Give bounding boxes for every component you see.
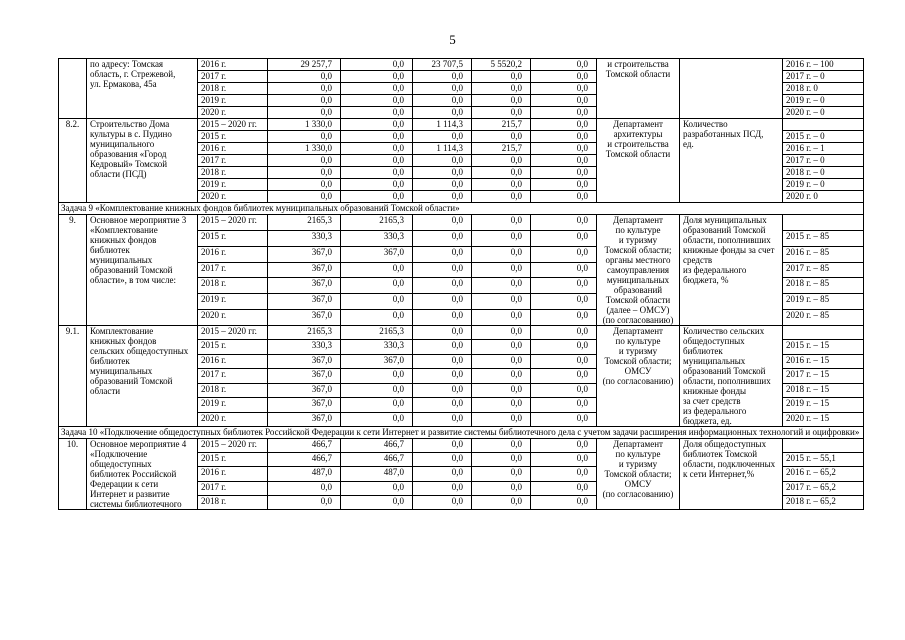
item-name: Основное мероприятие 3 «Комплектование книжных фондов библиотек муниципальных образований Томской области», в том числе: bbox=[87, 215, 198, 326]
indicator-cell: Доля общедоступных библиотек Томской области, подключенных к сети Интернет,% bbox=[680, 439, 783, 510]
total-cell: 367,0 bbox=[268, 246, 341, 262]
item-name: по адресу: Томская область, г. Стрежевой, ул. Ермакова, 45а bbox=[87, 59, 198, 119]
period-cell: 2019 г. bbox=[198, 398, 268, 412]
extrabudget-cell: 0,0 bbox=[531, 191, 597, 203]
period-cell: 2020 г. bbox=[198, 107, 268, 119]
federal-cell: 367,0 bbox=[341, 354, 413, 368]
regional-cell: 0,0 bbox=[413, 83, 472, 95]
federal-cell: 466,7 bbox=[341, 453, 413, 467]
period-cell: 2016 г. bbox=[198, 143, 268, 155]
total-cell: 367,0 bbox=[268, 310, 341, 326]
regional-cell: 0,0 bbox=[413, 95, 472, 107]
total-cell: 367,0 bbox=[268, 278, 341, 294]
regional-cell: 0,0 bbox=[413, 246, 472, 262]
period-cell: 2015 г. bbox=[198, 230, 268, 246]
target-value-cell: 2017 г. – 65,2 bbox=[783, 481, 864, 495]
target-value-cell: 2018 г. – 85 bbox=[783, 278, 864, 294]
local-cell: 5 5520,2 bbox=[472, 59, 531, 71]
period-cell: 2017 г. bbox=[198, 71, 268, 83]
local-cell: 0,0 bbox=[472, 107, 531, 119]
total-cell: 0,0 bbox=[268, 71, 341, 83]
local-cell: 0,0 bbox=[472, 262, 531, 278]
target-value-cell: 2019 г. – 85 bbox=[783, 294, 864, 310]
extrabudget-cell: 0,0 bbox=[531, 230, 597, 246]
item-name: Основное мероприятие 4 «Подключение общедоступных библиотек Российской Федерации к сети Интернет и развитие системы библиотечного bbox=[87, 439, 198, 510]
page-number: 5 bbox=[449, 32, 456, 47]
total-cell: 29 257,7 bbox=[268, 59, 341, 71]
extrabudget-cell: 0,0 bbox=[531, 294, 597, 310]
indicator-cell: Количество сельских общедоступных библиотек муниципальных образований Томской области, пополнивших книжные фонды за счет средств из федерального бюджета, ед. bbox=[680, 326, 783, 427]
local-cell: 0,0 bbox=[472, 453, 531, 467]
local-cell: 0,0 bbox=[472, 83, 531, 95]
federal-cell: 466,7 bbox=[341, 439, 413, 453]
total-cell: 466,7 bbox=[268, 439, 341, 453]
local-cell: 0,0 bbox=[472, 246, 531, 262]
extrabudget-cell: 0,0 bbox=[531, 83, 597, 95]
federal-cell: 0,0 bbox=[341, 95, 413, 107]
target-value-cell: 2020 г. – 85 bbox=[783, 310, 864, 326]
federal-cell: 0,0 bbox=[341, 131, 413, 143]
total-cell: 0,0 bbox=[268, 191, 341, 203]
federal-cell: 0,0 bbox=[341, 71, 413, 83]
regional-cell: 0,0 bbox=[413, 467, 472, 481]
executor-cell: Департамент по культуре и туризму Томской области; органы местного самоуправления муниципальных образований Томской области (далее – ОМСУ) (по согласованию) bbox=[597, 215, 680, 326]
federal-cell: 0,0 bbox=[341, 83, 413, 95]
regional-cell: 0,0 bbox=[413, 340, 472, 354]
regional-cell: 0,0 bbox=[413, 383, 472, 397]
target-value-cell: 2017 г. – 15 bbox=[783, 369, 864, 383]
period-cell: 2018 г. bbox=[198, 167, 268, 179]
target-value-cell: 2020 г. – 0 bbox=[783, 107, 864, 119]
indicator-cell: Количество разработанных ПСД, ед. bbox=[680, 119, 783, 203]
target-value-cell: 2016 г. – 15 bbox=[783, 354, 864, 368]
target-value-cell: 2017 г. – 0 bbox=[783, 155, 864, 167]
regional-cell: 0,0 bbox=[413, 278, 472, 294]
period-cell: 2017 г. bbox=[198, 155, 268, 167]
extrabudget-cell: 0,0 bbox=[531, 412, 597, 426]
local-cell: 0,0 bbox=[472, 215, 531, 231]
program-table bbox=[58, 58, 864, 510]
local-cell: 215,7 bbox=[472, 119, 531, 131]
federal-cell: 0,0 bbox=[341, 119, 413, 131]
item-name: Комплектование книжных фондов сельских общедоступных библиотек муниципальных образований Томской области bbox=[87, 326, 198, 427]
table-row bbox=[59, 59, 864, 71]
target-value-cell: 2020 г. – 15 bbox=[783, 412, 864, 426]
target-value-cell: 2019 г. – 0 bbox=[783, 95, 864, 107]
local-cell: 0,0 bbox=[472, 167, 531, 179]
federal-cell: 0,0 bbox=[341, 278, 413, 294]
period-cell: 2015 – 2020 гг. bbox=[198, 439, 268, 453]
target-value-cell: 2018 г. – 15 bbox=[783, 383, 864, 397]
target-value-cell: 2016 г. – 1 bbox=[783, 143, 864, 155]
total-cell: 367,0 bbox=[268, 294, 341, 310]
item-number: 10. bbox=[59, 439, 87, 510]
target-value-cell: 2015 г. – 0 bbox=[783, 131, 864, 143]
target-value-cell: 2015 г. – 85 bbox=[783, 230, 864, 246]
regional-cell: 0,0 bbox=[413, 71, 472, 83]
target-value-cell: 2018 г. 0 bbox=[783, 83, 864, 95]
federal-cell: 0,0 bbox=[341, 107, 413, 119]
extrabudget-cell: 0,0 bbox=[531, 326, 597, 340]
extrabudget-cell: 0,0 bbox=[531, 131, 597, 143]
period-cell: 2016 г. bbox=[198, 354, 268, 368]
target-value-cell: 2015 г. – 55,1 bbox=[783, 453, 864, 467]
regional-cell: 0,0 bbox=[413, 326, 472, 340]
period-cell: 2015 г. bbox=[198, 340, 268, 354]
target-value-cell: 2018 г. – 65,2 bbox=[783, 495, 864, 509]
task-row bbox=[59, 203, 864, 215]
total-cell: 0,0 bbox=[268, 155, 341, 167]
total-cell: 1 330,0 bbox=[268, 119, 341, 131]
regional-cell: 1 114,3 bbox=[413, 119, 472, 131]
total-cell: 330,3 bbox=[268, 340, 341, 354]
total-cell: 0,0 bbox=[268, 495, 341, 509]
total-cell: 367,0 bbox=[268, 369, 341, 383]
extrabudget-cell: 0,0 bbox=[531, 495, 597, 509]
federal-cell: 0,0 bbox=[341, 191, 413, 203]
period-cell: 2019 г. bbox=[198, 95, 268, 107]
local-cell: 0,0 bbox=[472, 179, 531, 191]
federal-cell: 367,0 bbox=[341, 246, 413, 262]
total-cell: 2165,3 bbox=[268, 215, 341, 231]
period-cell: 2015 – 2020 гг. bbox=[198, 326, 268, 340]
period-cell: 2020 г. bbox=[198, 412, 268, 426]
total-cell: 367,0 bbox=[268, 412, 341, 426]
target-value-cell bbox=[783, 215, 864, 231]
federal-cell: 487,0 bbox=[341, 467, 413, 481]
extrabudget-cell: 0,0 bbox=[531, 453, 597, 467]
target-value-cell: 2016 г. – 65,2 bbox=[783, 467, 864, 481]
federal-cell: 0,0 bbox=[341, 412, 413, 426]
executor-cell: и строительства Томской области bbox=[597, 59, 680, 119]
table-row bbox=[59, 326, 864, 340]
item-number bbox=[59, 59, 87, 119]
regional-cell: 0,0 bbox=[413, 107, 472, 119]
local-cell: 0,0 bbox=[472, 310, 531, 326]
federal-cell: 2165,3 bbox=[341, 215, 413, 231]
local-cell: 0,0 bbox=[472, 439, 531, 453]
total-cell: 0,0 bbox=[268, 179, 341, 191]
federal-cell: 0,0 bbox=[341, 369, 413, 383]
regional-cell: 0,0 bbox=[413, 262, 472, 278]
executor-cell: Департамент по культуре и туризму Томской области; ОМСУ (по согласованию) bbox=[597, 326, 680, 427]
local-cell: 0,0 bbox=[472, 155, 531, 167]
target-value-cell bbox=[783, 119, 864, 131]
executor-cell: Департамент по культуре и туризму Томской области; ОМСУ (по согласованию) bbox=[597, 439, 680, 510]
item-number: 9.1. bbox=[59, 326, 87, 427]
regional-cell: 0,0 bbox=[413, 453, 472, 467]
period-cell: 2017 г. bbox=[198, 369, 268, 383]
item-number: 9. bbox=[59, 215, 87, 326]
federal-cell: 0,0 bbox=[341, 59, 413, 71]
extrabudget-cell: 0,0 bbox=[531, 246, 597, 262]
federal-cell: 0,0 bbox=[341, 167, 413, 179]
extrabudget-cell: 0,0 bbox=[531, 107, 597, 119]
regional-cell: 0,0 bbox=[413, 439, 472, 453]
total-cell: 330,3 bbox=[268, 230, 341, 246]
local-cell: 0,0 bbox=[472, 481, 531, 495]
federal-cell: 0,0 bbox=[341, 383, 413, 397]
local-cell: 0,0 bbox=[472, 398, 531, 412]
total-cell: 0,0 bbox=[268, 107, 341, 119]
target-value-cell: 2017 г. – 85 bbox=[783, 262, 864, 278]
item-name: Строительство Дома культуры в с. Пудино муниципального образования «Город Кедровый» Томской области (ПСД) bbox=[87, 119, 198, 203]
extrabudget-cell: 0,0 bbox=[531, 467, 597, 481]
regional-cell: 0,0 bbox=[413, 167, 472, 179]
federal-cell: 0,0 bbox=[341, 481, 413, 495]
total-cell: 0,0 bbox=[268, 131, 341, 143]
local-cell: 0,0 bbox=[472, 71, 531, 83]
period-cell: 2018 г. bbox=[198, 278, 268, 294]
regional-cell: 0,0 bbox=[413, 294, 472, 310]
regional-cell: 0,0 bbox=[413, 155, 472, 167]
extrabudget-cell: 0,0 bbox=[531, 143, 597, 155]
local-cell: 0,0 bbox=[472, 95, 531, 107]
local-cell: 0,0 bbox=[472, 294, 531, 310]
local-cell: 0,0 bbox=[472, 340, 531, 354]
period-cell: 2015 – 2020 гг. bbox=[198, 119, 268, 131]
total-cell: 367,0 bbox=[268, 398, 341, 412]
local-cell: 0,0 bbox=[472, 495, 531, 509]
period-cell: 2017 г. bbox=[198, 262, 268, 278]
target-value-cell: 2020 г. 0 bbox=[783, 191, 864, 203]
federal-cell: 0,0 bbox=[341, 155, 413, 167]
federal-cell: 330,3 bbox=[341, 230, 413, 246]
local-cell: 0,0 bbox=[472, 369, 531, 383]
table-row bbox=[59, 119, 864, 131]
federal-cell: 330,3 bbox=[341, 340, 413, 354]
extrabudget-cell: 0,0 bbox=[531, 155, 597, 167]
period-cell: 2015 г. bbox=[198, 453, 268, 467]
extrabudget-cell: 0,0 bbox=[531, 167, 597, 179]
extrabudget-cell: 0,0 bbox=[531, 340, 597, 354]
extrabudget-cell: 0,0 bbox=[531, 369, 597, 383]
period-cell: 2018 г. bbox=[198, 83, 268, 95]
period-cell: 2017 г. bbox=[198, 481, 268, 495]
extrabudget-cell: 0,0 bbox=[531, 262, 597, 278]
total-cell: 0,0 bbox=[268, 95, 341, 107]
indicator-cell bbox=[680, 59, 783, 119]
federal-cell: 0,0 bbox=[341, 294, 413, 310]
local-cell: 0,0 bbox=[472, 230, 531, 246]
federal-cell: 0,0 bbox=[341, 262, 413, 278]
extrabudget-cell: 0,0 bbox=[531, 119, 597, 131]
regional-cell: 0,0 bbox=[413, 481, 472, 495]
target-value-cell bbox=[783, 326, 864, 340]
period-cell: 2020 г. bbox=[198, 191, 268, 203]
regional-cell: 0,0 bbox=[413, 495, 472, 509]
task-heading: Задача 10 «Подключение общедоступных библиотек Российской Федерации к сети Интернет и развитие системы библиотечного дела с учетом задачи расширения информационных технологий и оцифровки» bbox=[59, 427, 864, 439]
period-cell: 2019 г. bbox=[198, 179, 268, 191]
task-row bbox=[59, 427, 864, 439]
extrabudget-cell: 0,0 bbox=[531, 215, 597, 231]
extrabudget-cell: 0,0 bbox=[531, 354, 597, 368]
federal-cell: 0,0 bbox=[341, 179, 413, 191]
period-cell: 2016 г. bbox=[198, 246, 268, 262]
total-cell: 0,0 bbox=[268, 167, 341, 179]
local-cell: 0,0 bbox=[472, 354, 531, 368]
executor-cell: Департамент архитектуры и строительства Томской области bbox=[597, 119, 680, 203]
regional-cell: 1 114,3 bbox=[413, 143, 472, 155]
federal-cell: 0,0 bbox=[341, 143, 413, 155]
indicator-cell: Доля муниципальных образований Томской области, пополнивших книжные фонды за счет средств из федерального бюджета, % bbox=[680, 215, 783, 326]
total-cell: 367,0 bbox=[268, 354, 341, 368]
regional-cell: 0,0 bbox=[413, 230, 472, 246]
extrabudget-cell: 0,0 bbox=[531, 71, 597, 83]
period-cell: 2019 г. bbox=[198, 294, 268, 310]
extrabudget-cell: 0,0 bbox=[531, 310, 597, 326]
regional-cell: 0,0 bbox=[413, 412, 472, 426]
total-cell: 2165,3 bbox=[268, 326, 341, 340]
local-cell: 0,0 bbox=[472, 383, 531, 397]
regional-cell: 0,0 bbox=[413, 354, 472, 368]
period-cell: 2015 г. bbox=[198, 131, 268, 143]
task-heading: Задача 9 «Комплектование книжных фондов библиотек муниципальных образований Томской области» bbox=[59, 203, 864, 215]
extrabudget-cell: 0,0 bbox=[531, 439, 597, 453]
local-cell: 0,0 bbox=[472, 131, 531, 143]
target-value-cell: 2019 г. – 15 bbox=[783, 398, 864, 412]
target-value-cell: 2015 г. – 15 bbox=[783, 340, 864, 354]
extrabudget-cell: 0,0 bbox=[531, 278, 597, 294]
total-cell: 1 330,0 bbox=[268, 143, 341, 155]
regional-cell: 0,0 bbox=[413, 369, 472, 383]
regional-cell: 23 707,5 bbox=[413, 59, 472, 71]
extrabudget-cell: 0,0 bbox=[531, 398, 597, 412]
target-value-cell bbox=[783, 439, 864, 453]
item-number: 8.2. bbox=[59, 119, 87, 203]
regional-cell: 0,0 bbox=[413, 191, 472, 203]
extrabudget-cell: 0,0 bbox=[531, 481, 597, 495]
period-cell: 2020 г. bbox=[198, 310, 268, 326]
extrabudget-cell: 0,0 bbox=[531, 59, 597, 71]
extrabudget-cell: 0,0 bbox=[531, 179, 597, 191]
target-value-cell: 2016 г. – 100 bbox=[783, 59, 864, 71]
regional-cell: 0,0 bbox=[413, 310, 472, 326]
period-cell: 2016 г. bbox=[198, 59, 268, 71]
target-value-cell: 2017 г. – 0 bbox=[783, 71, 864, 83]
period-cell: 2018 г. bbox=[198, 383, 268, 397]
regional-cell: 0,0 bbox=[413, 131, 472, 143]
target-value-cell: 2018 г. – 0 bbox=[783, 167, 864, 179]
federal-cell: 2165,3 bbox=[341, 326, 413, 340]
federal-cell: 0,0 bbox=[341, 310, 413, 326]
local-cell: 0,0 bbox=[472, 278, 531, 294]
local-cell: 0,0 bbox=[472, 326, 531, 340]
local-cell: 0,0 bbox=[472, 467, 531, 481]
local-cell: 215,7 bbox=[472, 143, 531, 155]
total-cell: 0,0 bbox=[268, 481, 341, 495]
period-cell: 2018 г. bbox=[198, 495, 268, 509]
period-cell: 2016 г. bbox=[198, 467, 268, 481]
total-cell: 466,7 bbox=[268, 453, 341, 467]
table-row bbox=[59, 439, 864, 453]
table-row bbox=[59, 215, 864, 231]
total-cell: 0,0 bbox=[268, 83, 341, 95]
regional-cell: 0,0 bbox=[413, 398, 472, 412]
federal-cell: 0,0 bbox=[341, 495, 413, 509]
regional-cell: 0,0 bbox=[413, 179, 472, 191]
extrabudget-cell: 0,0 bbox=[531, 383, 597, 397]
federal-cell: 0,0 bbox=[341, 398, 413, 412]
target-value-cell: 2019 г. – 0 bbox=[783, 179, 864, 191]
extrabudget-cell: 0,0 bbox=[531, 95, 597, 107]
total-cell: 367,0 bbox=[268, 383, 341, 397]
regional-cell: 0,0 bbox=[413, 215, 472, 231]
local-cell: 0,0 bbox=[472, 191, 531, 203]
period-cell: 2015 – 2020 гг. bbox=[198, 215, 268, 231]
local-cell: 0,0 bbox=[472, 412, 531, 426]
target-value-cell: 2016 г. – 85 bbox=[783, 246, 864, 262]
total-cell: 367,0 bbox=[268, 262, 341, 278]
total-cell: 487,0 bbox=[268, 467, 341, 481]
